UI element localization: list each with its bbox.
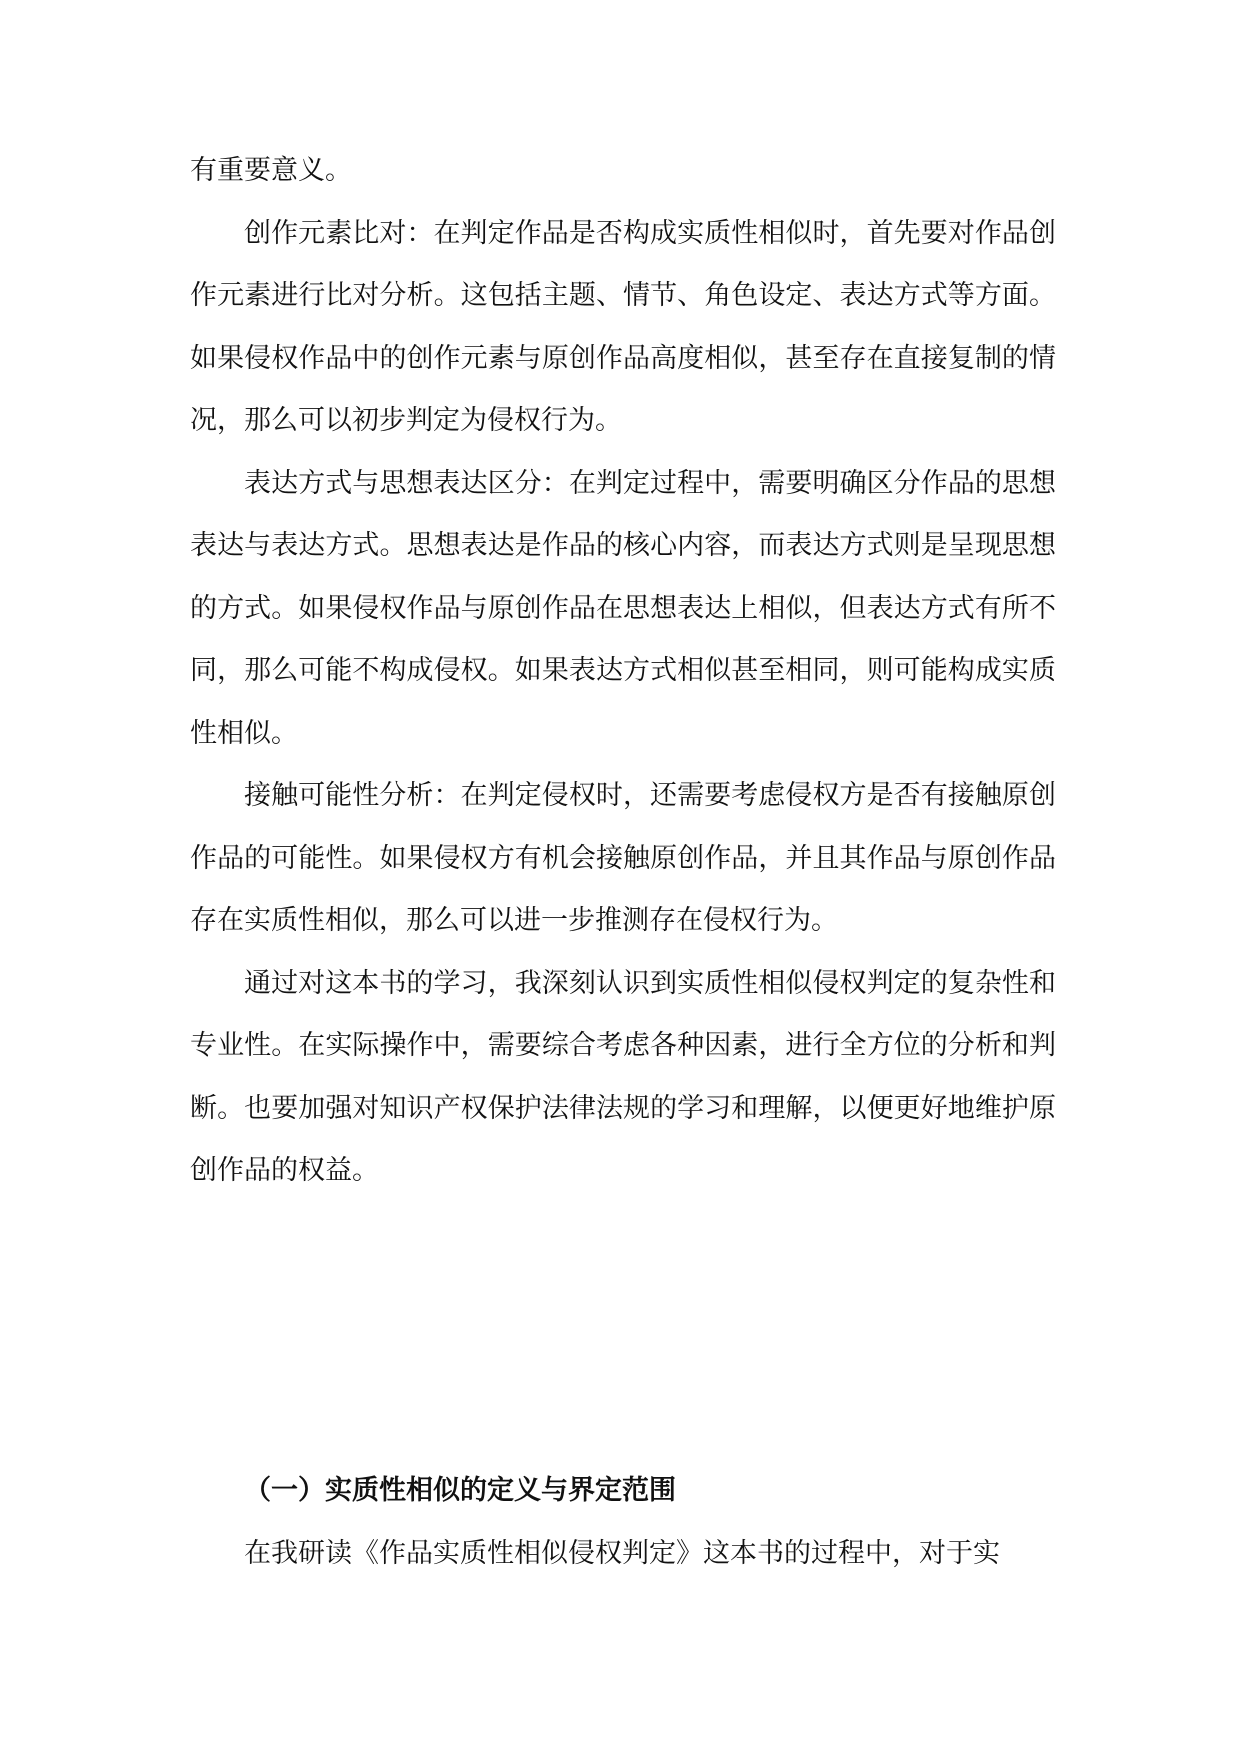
- paragraph-access-possibility: 接触可能性分析：在判定侵权时，还需要考虑侵权方是否有接触原创作品的可能性。如果侵权方有机会接触原创作品，并且其作品与原创作品存在实质性相似，那么可以进一步推测存在侵权行为。: [190, 780, 1056, 936]
- section-heading: （一）实质性相似的定义与界定范围: [244, 1475, 676, 1506]
- document-body: [190, 140, 1056, 1569]
- paragraph-conclusion: 通过对这本书的学习，我深刻认识到实质性相似侵权判定的复杂性和专业性。在实际操作中，需要综合考虑各种因素，进行全方位的分析和判断。也要加强对知识产权保护法律法规的学习和理解，以便更好地维护原创作品的权益。: [190, 967, 1056, 1186]
- paragraph-creative-elements: 创作元素比对：在判定作品是否构成实质性相似时，首先要对作品创作元素进行比对分析。这包括主题、情节、角色设定、表达方式等方面。如果侵权作品中的创作元素与原创作品高度相似，甚至存在直接复制的情况，那么可以初步判定为侵权行为。: [190, 217, 1056, 436]
- paragraph-section-intro: 在我研读《作品实质性相似侵权判定》这本书的过程中，对于实: [244, 1538, 1000, 1569]
- paragraph-continuation: 有重要意义。: [190, 155, 352, 186]
- paragraph-expression-vs-idea: 表达方式与思想表达区分：在判定过程中，需要明确区分作品的思想表达与表达方式。思想表达是作品的核心内容，而表达方式则是呈现思想的方式。如果侵权作品与原创作品在思想表达上相似，但表达方式有所不同，那么可能不构成侵权。如果表达方式相似甚至相同，则可能构成实质性相似。: [190, 467, 1056, 749]
